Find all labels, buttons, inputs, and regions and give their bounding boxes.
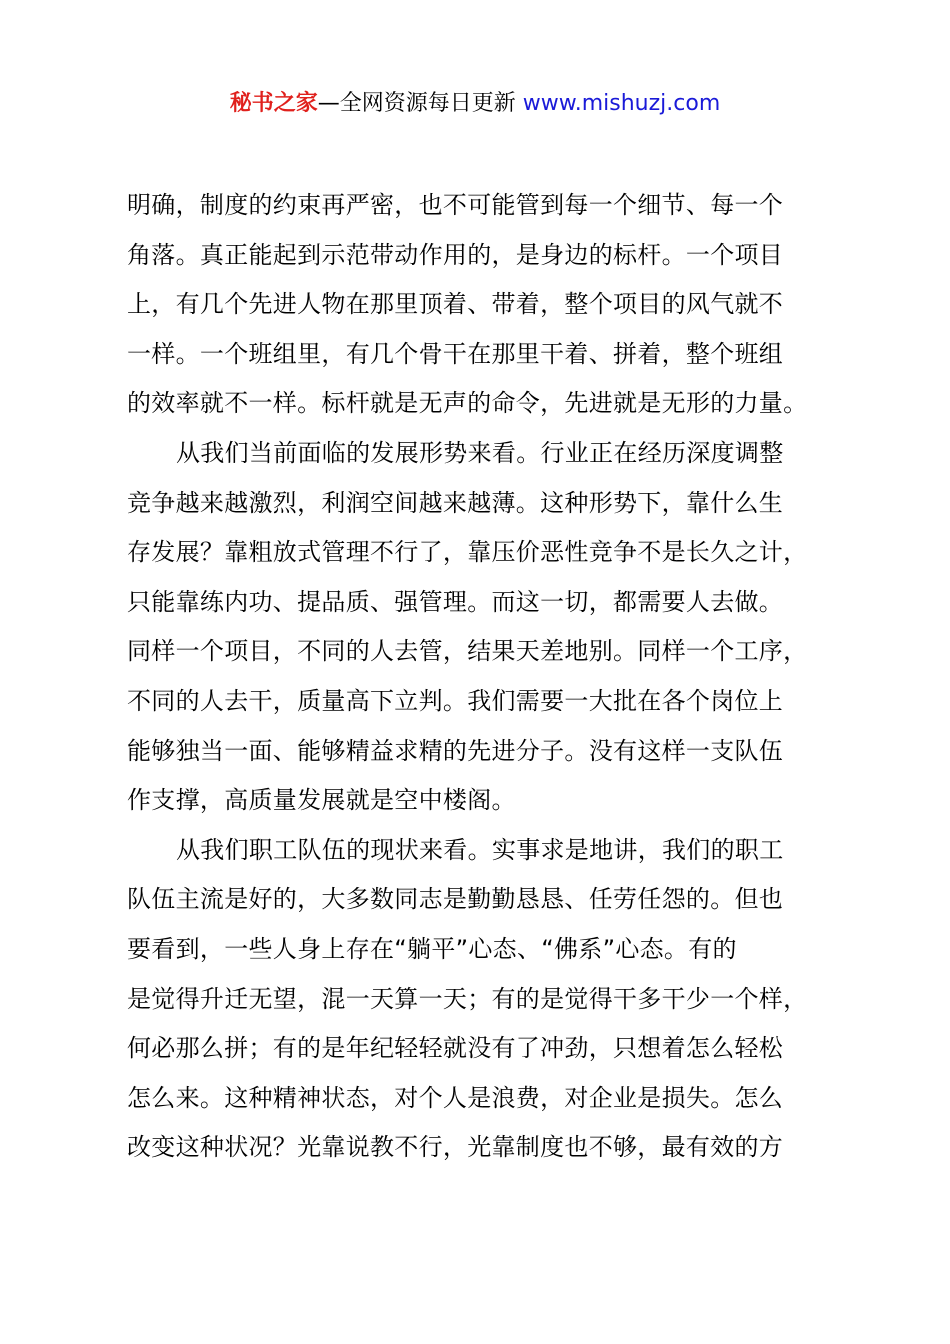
text-line: 存发展？靠粗放式管理不行了，靠压价恶性竞争不是长久之计， bbox=[127, 538, 808, 567]
text-line: 角落。真正能起到示范带动作用的，是身边的标杆。一个项目 bbox=[127, 240, 784, 269]
text-line: 只能靠练内功、提品质、强管理。而这一切，都需要人去做。 bbox=[127, 587, 784, 616]
header-url[interactable]: www.mishuzj.com bbox=[522, 91, 721, 116]
text-line: 要看到，一些人身上存在“躺平”心态、“佛系”心态。有的 bbox=[127, 934, 737, 963]
text-line: 不同的人去干，质量高下立判。我们需要一大批在各个岗位上 bbox=[127, 686, 784, 715]
header-tagline: —全网资源每日更新 bbox=[317, 91, 516, 116]
text-line: 同样一个项目，不同的人去管，结果天差地别。同样一个工序， bbox=[127, 637, 808, 666]
text-line: 作支撑，高质量发展就是空中楼阁。 bbox=[127, 786, 516, 815]
paragraph-start-line: 从我们职工队伍的现状来看。实事求是地讲，我们的职工 bbox=[176, 835, 784, 864]
brand-name: 秘书之家 bbox=[229, 91, 318, 116]
paragraph-start-line: 从我们当前面临的发展形势来看。行业正在经历深度调整 bbox=[176, 438, 784, 467]
text-line: 改变这种状况？光靠说教不行，光靠制度也不够，最有效的方 bbox=[127, 1133, 784, 1162]
text-line: 的效率就不一样。标杆就是无声的命令，先进就是无形的力量。 bbox=[127, 389, 808, 418]
text-line: 队伍主流是好的，大多数同志是勤勤恳恳、任劳任怨的。但也 bbox=[127, 885, 784, 914]
text-line: 竞争越来越激烈，利润空间越来越薄。这种形势下，靠什么生 bbox=[127, 488, 784, 517]
text-line: 一样。一个班组里，有几个骨干在那里干着、拼着，整个班组 bbox=[127, 339, 784, 368]
document-body bbox=[127, 181, 835, 1173]
text-line: 能够独当一面、能够精益求精的先进分子。没有这样一支队伍 bbox=[127, 736, 784, 765]
text-line: 是觉得升迁无望，混一天算一天；有的是觉得干多干少一个样， bbox=[127, 984, 808, 1013]
page-header bbox=[0, 86, 950, 122]
text-line: 明确，制度的约束再严密，也不可能管到每一个细节、每一个 bbox=[127, 191, 784, 219]
text-line: 何必那么拼；有的是年纪轻轻就没有了冲劲，只想着怎么轻松 bbox=[127, 1034, 784, 1063]
text-line: 怎么来。这种精神状态，对个人是浪费，对企业是损失。怎么 bbox=[127, 1083, 784, 1112]
text-line: 上，有几个先进人物在那里顶着、带着，整个项目的风气就不 bbox=[127, 290, 784, 319]
